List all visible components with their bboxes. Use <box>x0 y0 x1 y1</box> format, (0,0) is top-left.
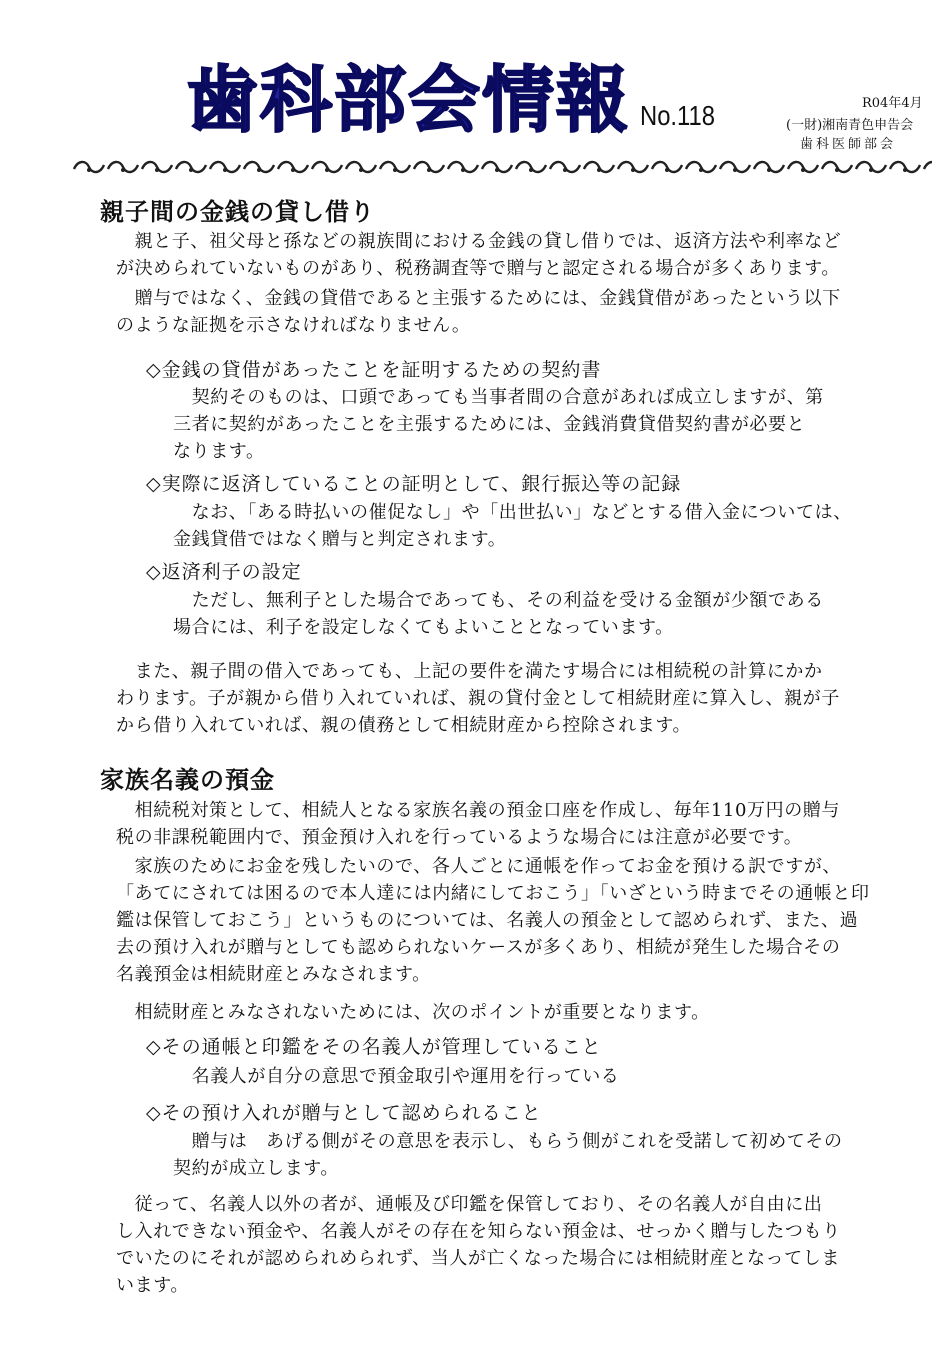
section2-closing-line1: 従って、名義人以外の者が、通帳及び印鑑を保管しており、その名義人が自由に出 <box>116 1194 823 1215</box>
section2-item1-title: ◇その通帳と印鑑をその名義人が管理していること <box>146 1036 602 1058</box>
section2-intro2-line1: 家族のためにお金を残したいので、各人ごとに通帳を作ってお金を預ける訳ですが、 <box>116 856 842 877</box>
section1-intro-line2: が決められていないものがあり、税務調査等で贈与と認定される場合が多くあります。 <box>116 258 840 279</box>
department-name: 歯科医師部会 <box>800 137 897 152</box>
section1-item1-line2: 三者に契約があったことを主張するためには、金銭消費貸借契約書が必要と <box>173 414 806 435</box>
section1-item3-line2: 場合には、利子を設定しなくてもよいこととなっています。 <box>173 617 674 638</box>
section2-intro-line1: 相続税対策として、相続人となる家族名義の預金口座を作成し、毎年110万円の贈与 <box>116 800 840 821</box>
section1-item3-line1: ただし、無利子とした場合であっても、その利益を受ける金額が少額である <box>173 590 824 611</box>
section1-item2-line1: なお、「ある時払いの催促なし」や「出世払い」などとする借入金については、 <box>173 502 852 523</box>
section1-item1-line1: 契約そのものは、口頭であっても当事者間の合意があれば成立しますが、第 <box>173 387 824 408</box>
section2-intro2-line4: 去の預け入れが贈与としても認められないケースが多くあり、相続が発生した場合その <box>116 937 841 958</box>
section2-item2-line2: 契約が成立します。 <box>173 1158 339 1179</box>
section2-intro2-line2: 「あてにされては困るので本人達には内緒にしておこう」「いざという時までその通帳と印 <box>116 883 870 904</box>
section1-intro-line1: 親と子、祖父母と孫などの親族間における金銭の貸し借りでは、返済方法や利率など <box>116 231 842 252</box>
section1-item1-line3: なります。 <box>173 441 265 462</box>
section2-item2-line1: 贈与は あげる側がその意思を表示し、もらう側がこれを受諾して初めてその <box>173 1131 843 1152</box>
section1-item3-title: ◇返済利子の設定 <box>146 561 302 583</box>
section2-intro-line2: 税の非課税範囲内で、預金預け入れを行っているような場合には注意が必要です。 <box>116 827 803 848</box>
section1-intro2-line1: 贈与ではなく、金銭の貸借であると主張するためには、金銭貸借があったという以下 <box>116 288 841 309</box>
organization-name: (一財)湘南青色申告会 <box>786 118 914 133</box>
section2-closing-line4: います。 <box>116 1275 189 1296</box>
issue-number: No.118 <box>640 100 715 131</box>
section1-intro2-line2: のような証拠を示さなければなりません。 <box>116 315 471 336</box>
newsletter-title: 歯科部会情報 <box>186 58 631 142</box>
section2-intro2-line5: 名義預金は相続財産とみなされます。 <box>116 964 431 985</box>
section1-closing-line1: また、親子間の借入であっても、上記の要件を満たす場合には相続税の計算にかか <box>116 661 823 682</box>
section2-closing-line3: でいたのにそれが認められめられず、当人が亡くなった場合には相続財産となってしま <box>116 1248 840 1269</box>
section2-heading: 家族名義の預金 <box>100 766 275 794</box>
section1-item2-line2: 金銭貸借ではなく贈与と判定されます。 <box>173 529 507 550</box>
section1-heading: 親子間の金銭の貸し借り <box>100 198 375 226</box>
section1-item1-title: ◇金銭の貸借があったことを証明するための契約書 <box>146 359 602 381</box>
section2-closing-line2: し入れできない預金や、名義人がその存在を知らない預金は、せっかく贈与したつもり <box>116 1221 841 1242</box>
section2-intro2-line3: 鑑は保管しておこう」というものについては、名義人の預金として認められず、また、過 <box>116 910 859 931</box>
decorative-wave-border <box>72 157 932 181</box>
section1-closing-line3: から借り入れていれば、親の債務として相続財産から控除されます。 <box>116 715 692 736</box>
issue-date: R04年4月 <box>862 96 923 111</box>
section2-points-intro: 相続財産とみなされないためには、次のポイントが重要となります。 <box>116 1002 710 1023</box>
section1-item2-title: ◇実際に返済していることの証明として、銀行振込等の記録 <box>146 473 682 495</box>
section2-item2-title: ◇その預け入れが贈与として認められること <box>146 1102 542 1124</box>
section1-closing-line2: わります。子が親から借り入れていれば、親の貸付金として相続財産に算入し、親が子 <box>116 688 840 709</box>
section2-item1-line1: 名義人が自分の意思で預金取引や運用を行っている <box>173 1066 620 1087</box>
